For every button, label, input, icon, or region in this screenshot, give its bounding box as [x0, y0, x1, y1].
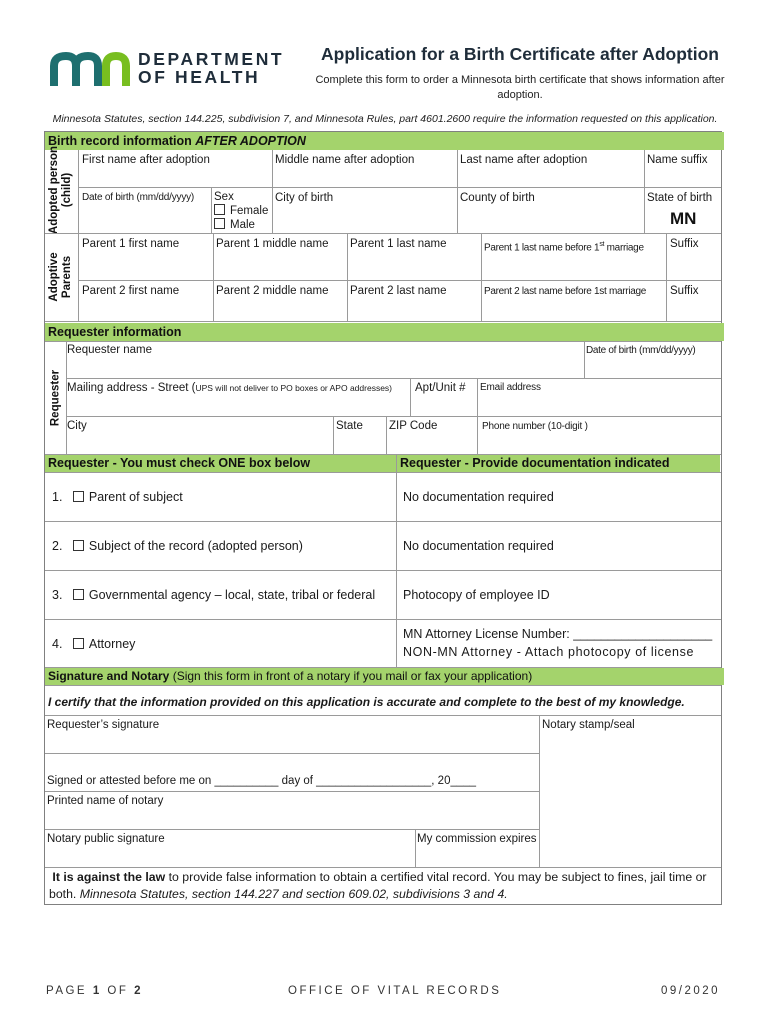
dept-name-line2: OF HEALTH [138, 67, 261, 87]
side-label-line: Adoptive [48, 252, 60, 302]
city-field[interactable]: City [67, 420, 87, 432]
application-form [44, 131, 722, 905]
option-label: Governmental agency – local, state, tribal or federal [88, 588, 376, 602]
mailing-address-label: Mailing address - Street ( [67, 382, 196, 394]
side-label-line: Adopted person [48, 145, 60, 235]
checkbox-icon[interactable] [214, 218, 225, 229]
requester-info-heading: Requester information [45, 323, 724, 341]
county-of-birth-field[interactable]: County of birth [460, 192, 535, 204]
parent1-middle-name-field[interactable]: Parent 1 middle name [216, 238, 329, 250]
option-label: Parent of subject [88, 490, 183, 504]
email-address-field[interactable]: Email address [480, 382, 541, 393]
option-label: Subject of the record (adopted person) [88, 539, 303, 553]
last-name-after-adoption-field[interactable]: Last name after adoption [460, 154, 588, 166]
parent1-last-name-before-marriage-field[interactable] [484, 238, 644, 255]
name-suffix-field[interactable]: Name suffix [647, 154, 708, 166]
requester-side-label: Requester [49, 369, 62, 427]
check-one-box-heading: Requester - You must check ONE box below [45, 455, 398, 472]
dob-field[interactable]: Date of birth (mm/dd/yyyy) [82, 192, 195, 203]
parent1-first-name-field[interactable]: Parent 1 first name [82, 238, 180, 250]
checkbox-icon[interactable] [214, 204, 225, 215]
warning-citation: Minnesota Statutes, section 144.227 and section 609.02, subdivisions 3 and 4. [79, 887, 508, 901]
commission-expires-field[interactable]: My commission expires [417, 833, 537, 845]
sex-male-checkbox[interactable] [214, 218, 255, 232]
side-label-line: (child) [61, 172, 73, 208]
certification-statement: I certify that the information provided on this application is accurate and complete to the best of my knowledge. [48, 695, 685, 709]
office-name: OFFICE OF VITAL RECORDS [288, 985, 502, 997]
form-date: 09/2020 [661, 985, 721, 997]
state-of-birth-value: MN [670, 209, 697, 228]
adopted-person-side-label [48, 146, 74, 234]
statute-note: Minnesota Statutes, section 144.225, subdivision 7, and Minnesota Rules, part 4601.2600 require the information requested on this application. [52, 113, 718, 125]
option-governmental-agency[interactable] [52, 588, 375, 602]
p1-before-text: Parent 1 last name before 1 [484, 242, 600, 254]
middle-name-after-adoption-field[interactable]: Middle name after adoption [275, 154, 415, 166]
page-of: OF [101, 985, 135, 997]
option-number: 1. [52, 490, 63, 504]
provide-documentation-heading: Requester - Provide documentation indicated [398, 455, 720, 472]
parent2-last-name-before-marriage-field[interactable]: Parent 2 last name before 1st marriage [484, 286, 647, 297]
page-prefix: PAGE [46, 985, 93, 997]
warning-text: to provide false information to obtain a certified vital record. You may be subject to fines, jail time or both. [49, 870, 707, 901]
page-current: 1 [92, 985, 102, 997]
parent2-suffix-field[interactable]: Suffix [670, 285, 699, 297]
birth-record-heading-italic: AFTER ADOPTION [195, 134, 306, 148]
sex-male-label: Male [230, 219, 255, 231]
doc-governmental-agency: Photocopy of employee ID [403, 588, 550, 602]
sex-label: Sex [214, 191, 234, 203]
non-mn-attorney-note: NON-MN Attorney - Attach photocopy of license [403, 645, 695, 659]
page-title: Application for a Birth Certificate after Adoption [321, 44, 719, 64]
mailing-address-field[interactable] [67, 381, 392, 395]
requester-name-field[interactable]: Requester name [67, 344, 153, 356]
option-number: 2. [52, 539, 63, 553]
option-attorney[interactable] [52, 637, 135, 651]
page-total: 2 [134, 985, 143, 997]
dept-name-line1: DEPARTMENT [138, 49, 285, 69]
parent1-suffix-field[interactable]: Suffix [670, 238, 699, 250]
city-of-birth-field[interactable]: City of birth [275, 192, 334, 204]
option-number: 3. [52, 588, 63, 602]
legal-warning [47, 869, 721, 903]
checkbox-icon[interactable] [73, 638, 84, 649]
signature-heading-note: (Sign this form in front of a notary if you mail or fax your application) [169, 669, 533, 683]
notary-public-signature-field[interactable]: Notary public signature [47, 833, 165, 845]
state-field[interactable]: State [336, 420, 363, 432]
doc-parent-of-subject: No documentation required [403, 490, 554, 504]
signed-attested-line[interactable]: Signed or attested before me on __________ day of __________________, 20____ [47, 775, 477, 787]
page-subtitle: Complete this form to order a Minnesota birth certificate that shows information after adoption. [315, 74, 725, 101]
mn-attorney-license-field[interactable]: MN Attorney License Number: ____________________ [403, 627, 713, 641]
checkbox-icon[interactable] [73, 589, 84, 600]
option-subject-of-record[interactable] [52, 539, 303, 553]
parent2-middle-name-field[interactable]: Parent 2 middle name [216, 285, 329, 297]
phone-number-field[interactable]: Phone number (10-digit ) [482, 421, 588, 432]
mn-logo-icon [50, 50, 130, 90]
side-label-line: Parents [61, 255, 73, 299]
sex-female-checkbox[interactable] [214, 204, 268, 218]
zip-code-field[interactable]: ZIP Code [389, 420, 438, 432]
birth-record-heading-text: Birth record information [48, 134, 196, 148]
page-number [46, 985, 143, 997]
checkbox-icon[interactable] [73, 491, 84, 502]
signature-notary-heading [45, 668, 724, 685]
requester-signature-field[interactable]: Requester’s signature [47, 719, 160, 731]
option-parent-of-subject[interactable] [52, 490, 183, 504]
birth-record-heading [45, 132, 724, 150]
parent2-first-name-field[interactable]: Parent 2 first name [82, 285, 180, 297]
requester-dob-field[interactable]: Date of birth (mm/dd/yyyy) [586, 345, 696, 356]
dept-name [138, 50, 284, 86]
p1-before-suffix: marriage [604, 242, 644, 254]
first-name-after-adoption-field[interactable]: First name after adoption [82, 154, 210, 166]
printed-name-notary-field[interactable]: Printed name of notary [47, 795, 164, 807]
checkbox-icon[interactable] [73, 540, 84, 551]
parent1-last-name-field[interactable]: Parent 1 last name [350, 238, 447, 250]
option-number: 4. [52, 637, 63, 651]
signature-heading-bold: Signature and Notary [48, 669, 170, 683]
sex-female-label: Female [230, 205, 269, 217]
p1-before-sup: st [599, 241, 605, 248]
apt-unit-field[interactable]: Apt/Unit # [415, 382, 466, 394]
doc-subject-of-record: No documentation required [403, 539, 554, 553]
parent2-last-name-field[interactable]: Parent 2 last name [350, 285, 447, 297]
adoptive-parents-side-label [48, 252, 74, 301]
option-label: Attorney [88, 637, 136, 651]
warning-bold: It is against the law [52, 870, 166, 884]
state-of-birth-label: State of birth [647, 192, 713, 204]
mailing-address-note: UPS will not deliver to PO boxes or APO addresses) [195, 383, 392, 393]
notary-stamp-seal-area: Notary stamp/seal [542, 719, 635, 731]
